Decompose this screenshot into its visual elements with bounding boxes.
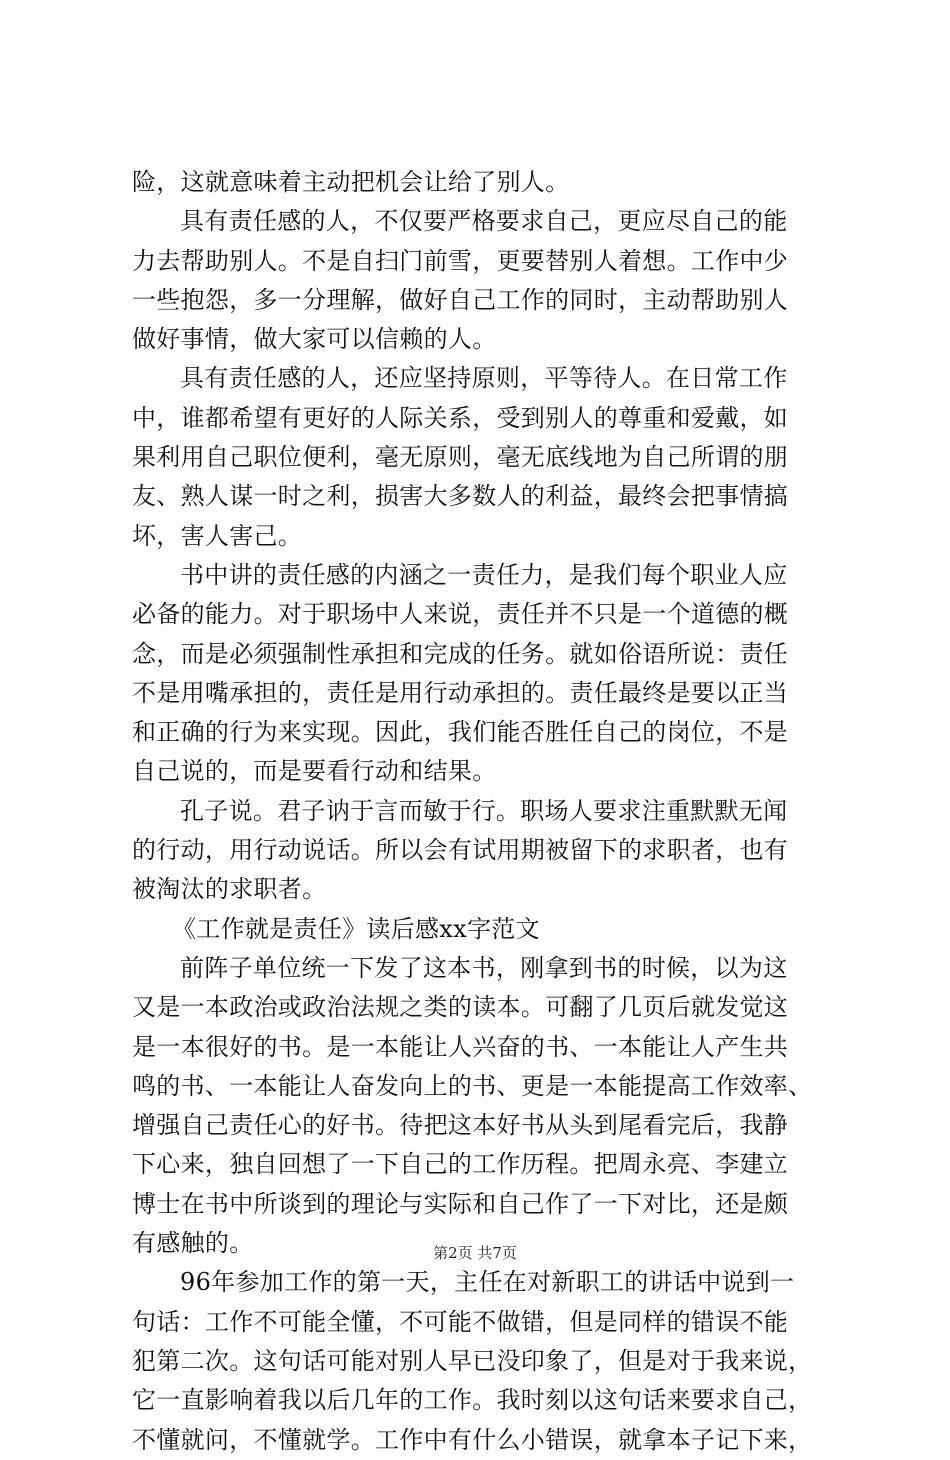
text-line: 又是一本政治或政治法规之类的读本。可翻了几页后就发觉这 (132, 993, 789, 1022)
text-line: 念，而是必须强制性承担和完成的任务。就如俗语所说：责任 (132, 639, 789, 668)
text-line: 和正确的行为来实现。因此，我们能否胜任自己的岗位，不是 (132, 718, 789, 747)
text-line: 有感触的。 (132, 1229, 254, 1258)
text-line: 具有责任感的人，不仅要严格要求自己，更应尽自己的能 (180, 207, 788, 236)
text-line: 鸣的书、一本能让人奋发向上的书、更是一本能提高工作效率、 (132, 1071, 813, 1100)
document-body (132, 163, 832, 1460)
text-line: 被淘汰的求职者。 (132, 875, 327, 904)
text-line: 不是用嘴承担的，责任是用行动承担的。责任最终是要以正当 (132, 678, 789, 707)
text-line: 博士在书中所谈到的理论与实际和自己作了一下对比，还是颇 (132, 1189, 789, 1218)
text-line: 96年参加工作的第一天，主任在对新职工的讲话中说到一 (180, 1268, 795, 1297)
text-line: 做好事情，做大家可以信赖的人。 (132, 325, 497, 354)
text-line: 它一直影响着我以后几年的工作。我时刻以这句话来要求自己， (132, 1386, 813, 1415)
text-line: 必备的能力。对于职场中人来说，责任并不只是一个道德的概 (132, 600, 789, 629)
text-line: 不懂就问，不懂就学。工作中有什么小错误，就拿本子记下来， (132, 1425, 813, 1454)
text-line: 孔子说。君子讷于言而敏于行。职场人要求注重默默无闻 (180, 796, 788, 825)
text-line: 具有责任感的人，还应坚持原则，平等待人。在日常工作 (180, 364, 788, 393)
text-line: 险，这就意味着主动把机会让给了别人。 (132, 168, 570, 196)
text-line: 果利用自己职位便利，毫无原则，毫无底线地为自己所谓的朋 (132, 443, 789, 472)
text-line: 自己说的，而是要看行动和结果。 (132, 757, 497, 786)
page-footer: 第2页 共7页 (433, 1244, 517, 1262)
text-line: 句话：工作不可能全懂，不可能不做错，但是同样的错误不能 (132, 1307, 789, 1336)
text-line: 的行动，用行动说话。所以会有试用期被留下的求职者，也有 (132, 836, 789, 865)
text-line: 友、熟人谋一时之利，损害大多数人的利益，最终会把事情搞 (132, 482, 789, 511)
text-line: 下心来，独自回想了一下自己的工作历程。把周永亮、李建立 (132, 1150, 789, 1179)
text-line: 一些抱怨，多一分理解，做好自己工作的同时，主动帮助别人 (132, 285, 789, 314)
text-line: 是一本很好的书。是一本能让人兴奋的书、一本能让人产生共 (132, 1032, 789, 1061)
text-line: 犯第二次。这句话可能对别人早已没印象了，但是对于我来说， (132, 1346, 813, 1375)
text-line: 书中讲的责任感的内涵之一责任力，是我们每个职业人应 (180, 560, 788, 589)
text-line: 力去帮助别人。不是自扫门前雪，更要替别人着想。工作中少 (132, 246, 789, 275)
text-line: 增强自己责任心的好书。待把这本好书从头到尾看完后，我静 (132, 1111, 789, 1140)
text-line: 坏，害人害己。 (132, 521, 303, 550)
text-line: 中，谁都希望有更好的人际关系，受到别人的尊重和爱戴，如 (132, 403, 789, 432)
text-line: 前阵子单位统一下发了这本书，刚拿到书的时候，以为这 (180, 953, 788, 982)
section-title: 《工作就是责任》读后感xx字范文 (172, 914, 540, 943)
